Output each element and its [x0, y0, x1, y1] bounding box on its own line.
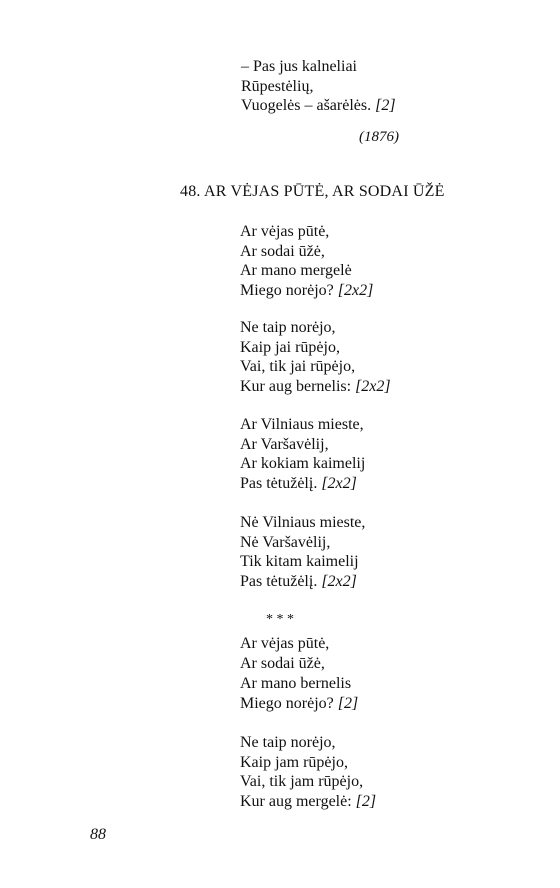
poem-line: Tik kitam kaimelij [240, 553, 359, 570]
poem-line: Ar mano mergelė [240, 262, 352, 279]
poem-line: Ar kokiam kaimelij [240, 455, 366, 472]
song-title: AR VĖJAS PŪTĖ, AR SODAI ŪŽĖ [203, 183, 445, 200]
poem-line: Ar vėjas pūtė, [240, 635, 330, 652]
repeat-marker: [2x2] [337, 282, 374, 299]
song-heading [180, 182, 445, 202]
repeat-marker: [2] [355, 793, 377, 810]
poem-line: Vai, tik jam rūpėjo, [240, 773, 364, 790]
poem-line: Ne taip norėjo, [240, 734, 336, 751]
poem-line: Vuogelės – ašarėlės. [2] [241, 97, 396, 114]
song-number: 48. [180, 183, 201, 200]
year-note: (1876) [359, 129, 399, 145]
page-number: 88 [90, 826, 106, 843]
repeat-marker: [2] [337, 695, 359, 712]
poem-line: Kaip jam rūpėjo, [240, 754, 348, 771]
poem-line: Ar Varšavėlij, [240, 436, 329, 453]
repeat-marker: [2x2] [355, 378, 391, 395]
repeat-marker: [2] [375, 97, 396, 114]
section-separator: * * * [266, 612, 294, 627]
poem-line: Pas tėtužėlį. [2x2] [240, 475, 357, 492]
poem-line: Ar mano bernelis [240, 675, 352, 692]
poem-line: – Pas jus kalneliai [241, 58, 357, 75]
poem-line: Kaip jai rūpėjo, [240, 339, 340, 356]
poem-line: Ne taip norėjo, [240, 319, 336, 336]
poem-line: Ar Vilniaus mieste, [240, 416, 364, 433]
poem-line: Nė Vilniaus mieste, [240, 514, 366, 531]
poem-line: Ar sodai ūžė, [240, 655, 325, 672]
poem-line: Pas tėtužėlį. [2x2] [240, 573, 357, 590]
poem-line: Rūpestėlių, [241, 78, 314, 95]
repeat-marker: [2x2] [321, 475, 357, 492]
poem-line: Miego norėjo? [2x2] [240, 282, 374, 299]
poem-line: Nė Varšavėlij, [240, 534, 331, 551]
poem-line: Ar sodai ūžė, [240, 243, 325, 260]
poem-line: Vai, tik jai rūpėjo, [240, 358, 356, 375]
poem-line: Ar vėjas pūtė, [240, 223, 330, 240]
poem-line: Kur aug bernelis: [2x2] [240, 378, 391, 395]
poem-line: Kur aug mergelė: [2] [240, 793, 377, 810]
poem-line: Miego norėjo? [2] [240, 695, 359, 712]
repeat-marker: [2x2] [321, 573, 357, 590]
